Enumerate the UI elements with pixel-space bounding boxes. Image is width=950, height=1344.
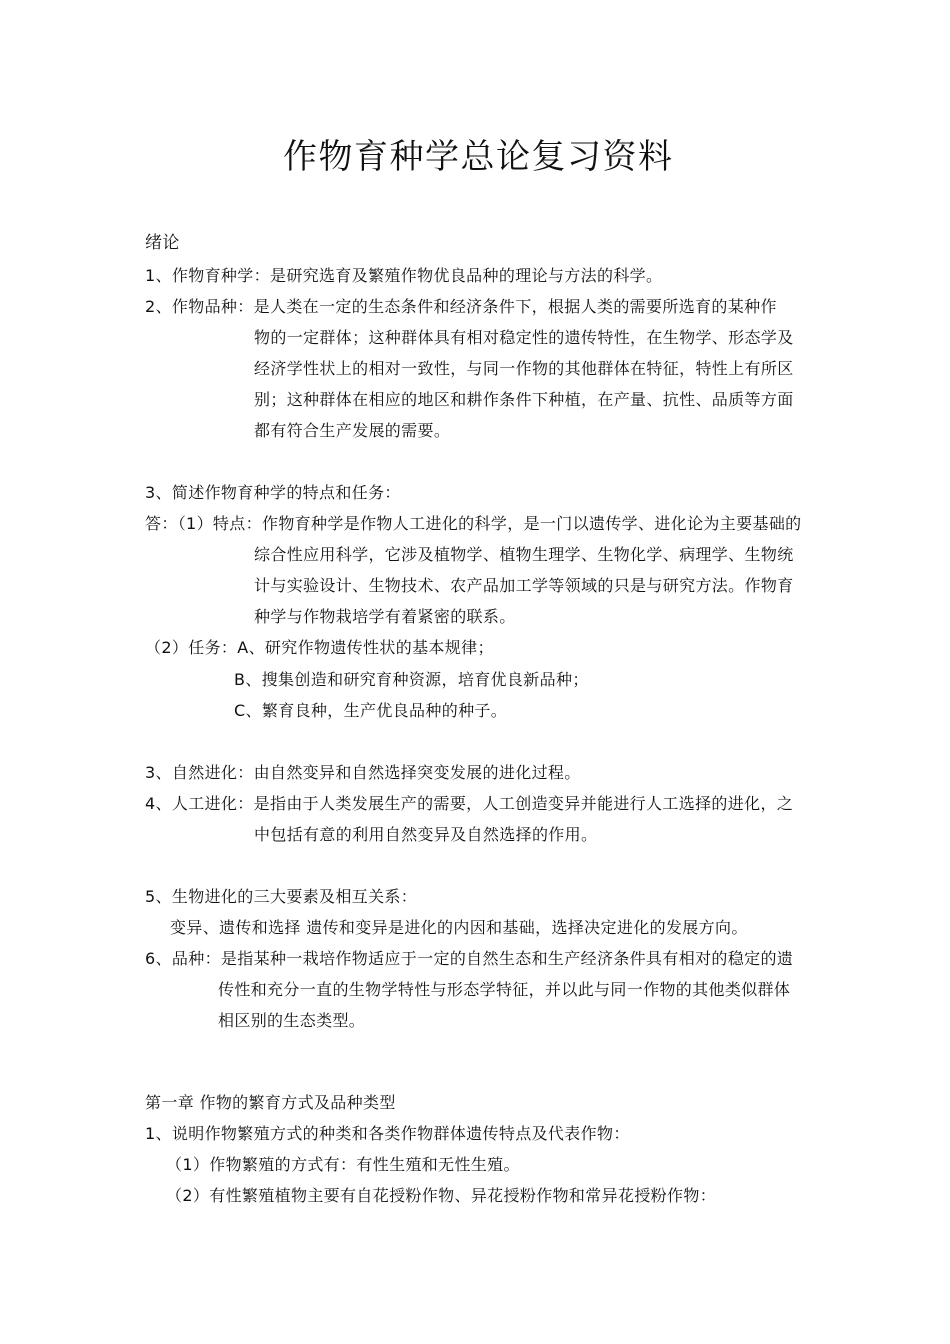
intro-q6-line: 相区别的生态类型。 <box>218 1011 366 1030</box>
intro-q3-answer-line: 计与实验设计、生物技术、农产品加工学等领域的只是与研究方法。作物育 <box>254 576 794 595</box>
intro-heading: 绪论 <box>145 233 180 253</box>
document-title: 作物育种学总论复习资料 <box>283 137 674 177</box>
intro-q3-answer-line: 种学与作物栽培学有着紧密的联系。 <box>254 607 516 626</box>
intro-q2-line: 经济学性状上的相对一致性，与同一作物的其他群体在特征，特性上有所区 <box>254 359 794 378</box>
intro-q1: 1、作物育种学：是研究选育及繁殖作物优良品种的理论与方法的科学。 <box>145 266 663 285</box>
intro-q3-answer-line: 答：（1）特点：作物育种学是作物人工进化的科学，是一门以遗传学、进化论为主要基础的 <box>145 514 802 533</box>
intro-q4-line: 4、人工进化：是指由于人类发展生产的需要，人工创造变异并能进行人工选择的进化，之 <box>145 794 794 813</box>
intro-q3-heading: 3、简述作物育种学的特点和任务： <box>145 483 401 502</box>
intro-q2-line: 别；这种群体在相应的地区和耕作条件下种植，在产量、抗性、品质等方面 <box>254 390 794 409</box>
chapter1-heading: 第一章 作物的繁育方式及品种类型 <box>145 1093 396 1112</box>
intro-q5-line: 5、生物进化的三大要素及相互关系： <box>145 887 418 906</box>
intro-q3-answer-line: 综合性应用科学，它涉及植物学、植物生理学、生物化学、病理学、生物统 <box>254 545 794 564</box>
intro-q2-line: 2、作物品种：是人类在一定的生态条件和经济条件下，根据人类的需要所选育的某种作 <box>145 297 777 316</box>
intro-q2-line: 物的一定群体；这种群体具有相对稳定性的遗传特性，在生物学、形态学及 <box>254 328 794 347</box>
intro-q6-line: 6、品种：是指某种一栽培作物适应于一定的自然生态和生产经济条件具有相对的稳定的遗 <box>145 949 794 968</box>
chapter1-q1: 1、说明作物繁殖方式的种类和各类作物群体遗传特点及代表作物： <box>145 1124 630 1143</box>
chapter1-item: （2）有性繁殖植物主要有自花授粉作物、异花授粉作物和常异花授粉作物： <box>166 1186 717 1205</box>
intro-q6-line: 传性和充分一直的生物学特性与形态学特征，并以此与同一作物的其他类似群体 <box>218 980 791 999</box>
intro-q3-task: C、繁育良种，生产优良品种的种子。 <box>234 701 508 720</box>
chapter1-item: （1）作物繁殖的方式有：有性生殖和无性生殖。 <box>166 1155 520 1174</box>
intro-q3-task: B、搜集创造和研究育种资源，培育优良新品种； <box>234 670 589 689</box>
intro-q3b: 3、自然进化：由自然变异和自然选择突变发展的进化过程。 <box>145 763 581 782</box>
intro-q4-line: 中包括有意的利用自然变异及自然选择的作用。 <box>254 825 598 844</box>
intro-q5-line: 变异、遗传和选择 遗传和变异是进化的内因和基础，选择决定进化的发展方向。 <box>170 918 748 937</box>
intro-q2-line: 都有符合生产发展的需要。 <box>254 421 451 440</box>
intro-q3-task: （2）任务：A、研究作物遗传性状的基本规律； <box>145 638 494 657</box>
